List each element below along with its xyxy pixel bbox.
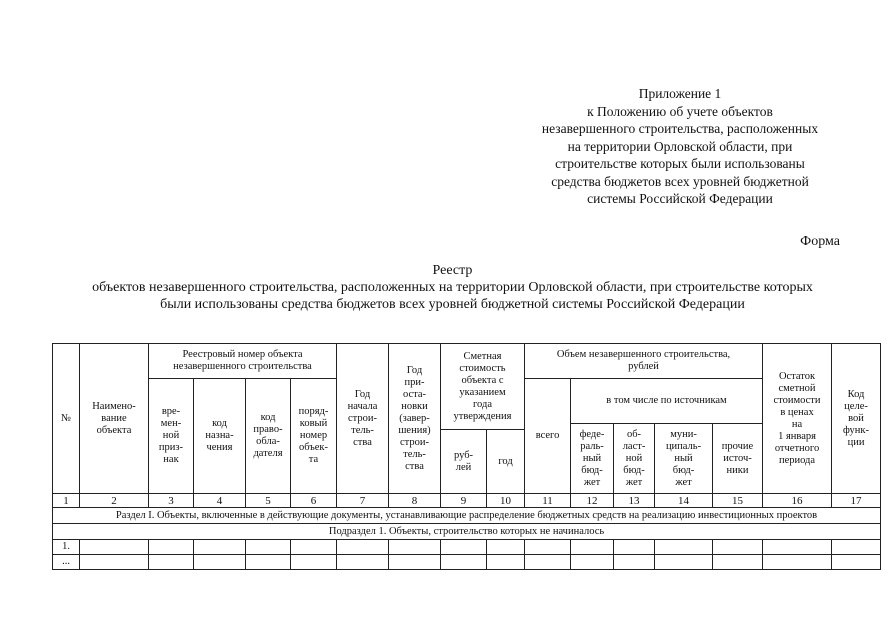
column-number: 10 <box>487 494 525 508</box>
row-number: ... <box>53 555 80 570</box>
header-municipal-budget: муни- ципаль- ный бюд- жет <box>655 424 713 494</box>
header-volume-total: всего <box>525 379 571 494</box>
header-unfinished-volume: Объем незавершенного строительства, рублей <box>525 344 763 379</box>
column-number: 13 <box>614 494 655 508</box>
header-year-stop: Год при- оста- новки (завер- шения) строи- тель- ства <box>389 344 441 494</box>
column-number: 15 <box>713 494 763 508</box>
appendix-line: строительстве которых были использованы <box>555 156 805 171</box>
header-cost-rubles: руб- лей <box>441 430 487 494</box>
header-purpose-code: код назна- чения <box>194 379 246 494</box>
header-owner-code: код право- обла- дателя <box>246 379 291 494</box>
header-remaining-cost: Остаток сметной стоимости в ценах на 1 января отчетного периода <box>763 344 832 494</box>
appendix-line: к Положению об учете объектов <box>587 103 773 119</box>
header-object-name: Наимено- вание объекта <box>80 344 149 494</box>
registry-table <box>52 343 881 570</box>
appendix-block <box>520 85 840 208</box>
header-temporary-sign: вре- мен- ной приз- нак <box>149 379 194 494</box>
header-by-sources: в том числе по источникам <box>571 379 763 424</box>
column-number: 4 <box>194 494 246 508</box>
column-number: 5 <box>246 494 291 508</box>
appendix-line: Приложение 1 <box>638 86 722 101</box>
header-regional-budget: об- ласт- ной бюд- жет <box>614 424 655 494</box>
header-registry-number: Реестровый номер объекта незавершенного строительства <box>149 344 337 379</box>
section-title: Раздел I. Объекты, включенные в действующие документы, устанавливающие распределение бюджетных средств на реализацию инвестиционных проектов <box>53 508 881 524</box>
header-estimated-cost: Сметная стоимость объекта с указанием года утверждения <box>441 344 525 430</box>
title-line-3: были использованы средства бюджетов всех уровней бюджетной системы Российской Федерации <box>160 297 745 312</box>
form-label: Форма <box>800 234 840 249</box>
column-number: 6 <box>291 494 337 508</box>
title-line-2: объектов незавершенного строительства, расположенных на территории Орловской области, при строительстве которых <box>92 280 813 295</box>
subsection-title: Подраздел 1. Объекты, строительство которых не начиналось <box>53 524 881 540</box>
column-number: 7 <box>337 494 389 508</box>
header-federal-budget: феде- раль- ный бюд- жет <box>571 424 614 494</box>
header-num: № <box>53 344 80 494</box>
column-number: 12 <box>571 494 614 508</box>
header-function-code: Код целе- вой функ- ции <box>832 344 881 494</box>
column-number: 11 <box>525 494 571 508</box>
column-number: 9 <box>441 494 487 508</box>
column-number: 8 <box>389 494 441 508</box>
row-number: 1. <box>53 540 80 555</box>
column-number: 17 <box>832 494 881 508</box>
table-row <box>53 555 881 570</box>
appendix-line: незавершенного строительства, расположенных <box>541 121 819 136</box>
column-number: 3 <box>149 494 194 508</box>
appendix-line: системы Российской Федерации <box>587 191 773 206</box>
header-other-sources: прочие источ- ники <box>713 424 763 494</box>
column-number: 2 <box>80 494 149 508</box>
column-number: 14 <box>655 494 713 508</box>
header-cost-year: год <box>487 430 525 494</box>
appendix-line: на территории Орловской области, при <box>567 138 793 154</box>
header-year-start: Год начала строи- тель- ства <box>337 344 389 494</box>
header-order-number: поряд- ковый номер объек- та <box>291 379 337 494</box>
appendix-line: средства бюджетов всех уровней бюджетной <box>551 173 809 189</box>
column-number: 16 <box>763 494 832 508</box>
table-row <box>53 540 881 555</box>
document-title <box>40 262 865 313</box>
column-number: 1 <box>53 494 80 508</box>
title-line-1: Реестр <box>432 263 473 278</box>
